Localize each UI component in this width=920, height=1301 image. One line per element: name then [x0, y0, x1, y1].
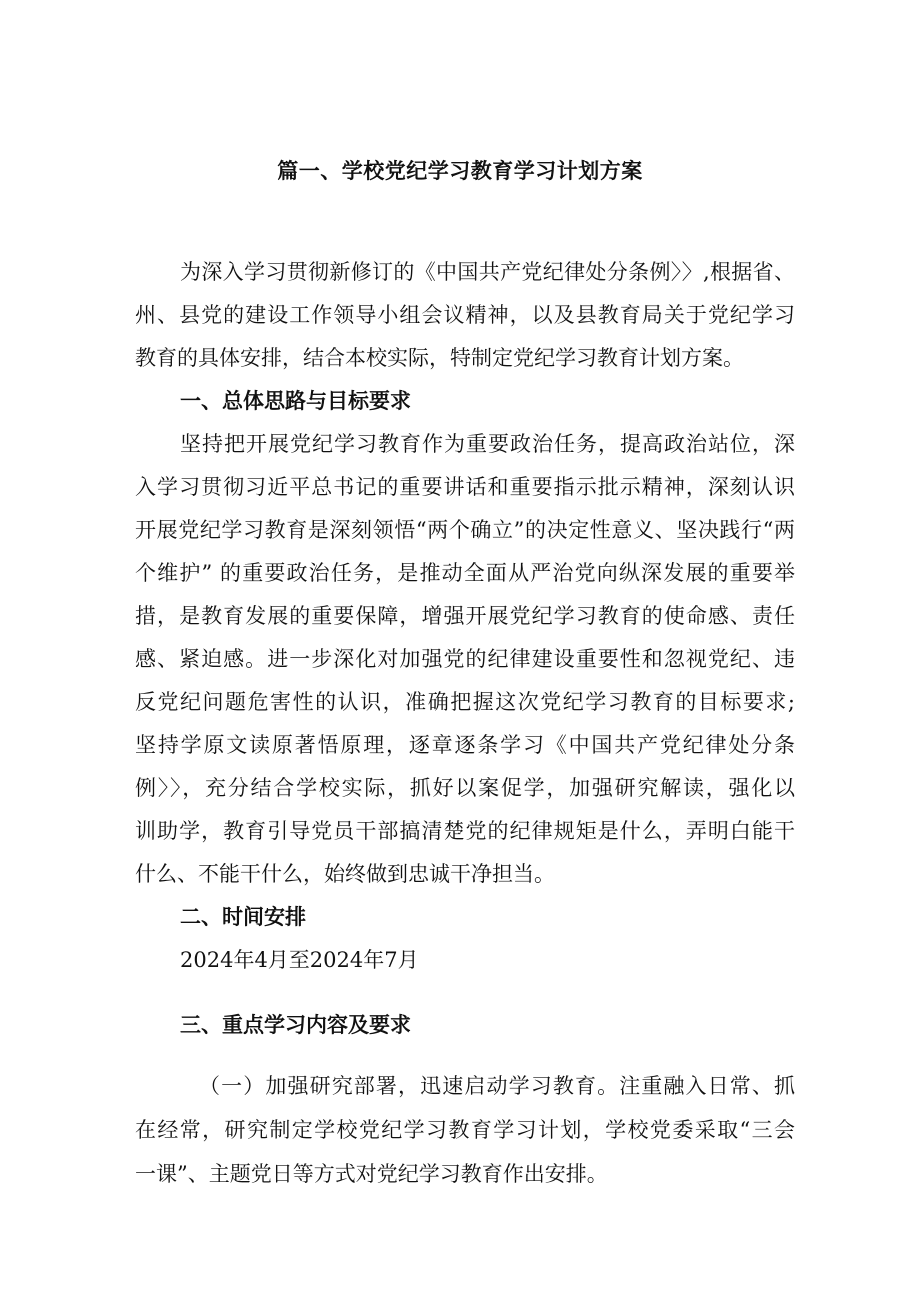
intro-line-1: 为深入学习贯彻新修订的《中国共产党纪律处分条例〉〉,根据省、 [180, 260, 795, 284]
section3-line-2: 在经常，研究制定学校党纪学习教育学习计划，学校党委采取“三会 [135, 1118, 795, 1142]
section1-heading: 一、总体思路与目标要求 [180, 388, 411, 413]
intro-line-2: 州、县党的建设工作领导小组会议精神，以及县教育局关于党纪学习 [135, 303, 795, 327]
section1-line-3: 开展党纪学习教育是深刻领悟“两个确立”的决定性意义、坚决践行“两 [135, 518, 795, 542]
section1-line-11: 什么、不能干什么，始终做到忠诚干净担当。 [135, 862, 555, 886]
section1-line-4: 个维护” 的重要政治任务，是推动全面从严治党向纵深发展的重要举 [135, 561, 795, 585]
section1-line-5: 措，是教育发展的重要保障，增强开展党纪学习教育的使命感、责任 [135, 604, 795, 628]
section1-line-8: 坚持学原文读原著悟原理，逐章逐条学习《中国共产党纪律处分条 [135, 733, 795, 757]
section2-time: 2024年4月至2024年7月 [180, 948, 419, 972]
section1-line-6: 感、紧迫感。进一步深化对加强党的纪律建设重要性和忽视党纪、违 [135, 647, 795, 671]
intro-line-3: 教育的具体安排，结合本校实际，特制定党纪学习教育计划方案。 [135, 346, 744, 370]
section1-line-10: 训助学，教育引导党员干部搞清楚党的纪律规矩是什么，弄明白能干 [135, 819, 795, 843]
section1-line-1: 坚持把开展党纪学习教育作为重要政治任务，提高政治站位，深 [180, 432, 795, 456]
section3-line-1: （一）加强研究部署，迅速启动学习教育。注重融入日常、抓 [199, 1074, 795, 1098]
section3-heading: 三、重点学习内容及要求 [180, 1012, 411, 1037]
section2-heading: 二、时间安排 [180, 904, 306, 929]
section1-line-7: 反党纪问题危害性的认识，准确把握这次党纪学习教育的目标要求; [135, 690, 795, 714]
section1-line-2: 入学习贯彻习近平总书记的重要讲话和重要指示批示精神，深刻认识 [135, 475, 795, 499]
section1-line-9: 例〉〉，充分结合学校实际，抓好以案促学，加强研究解读，强化以 [135, 776, 795, 800]
section3-line-3: 一课”、主题党日等方式对党纪学习教育作出安排。 [135, 1162, 608, 1186]
document-title: 篇一、学校党纪学习教育学习计划方案 [277, 158, 643, 183]
